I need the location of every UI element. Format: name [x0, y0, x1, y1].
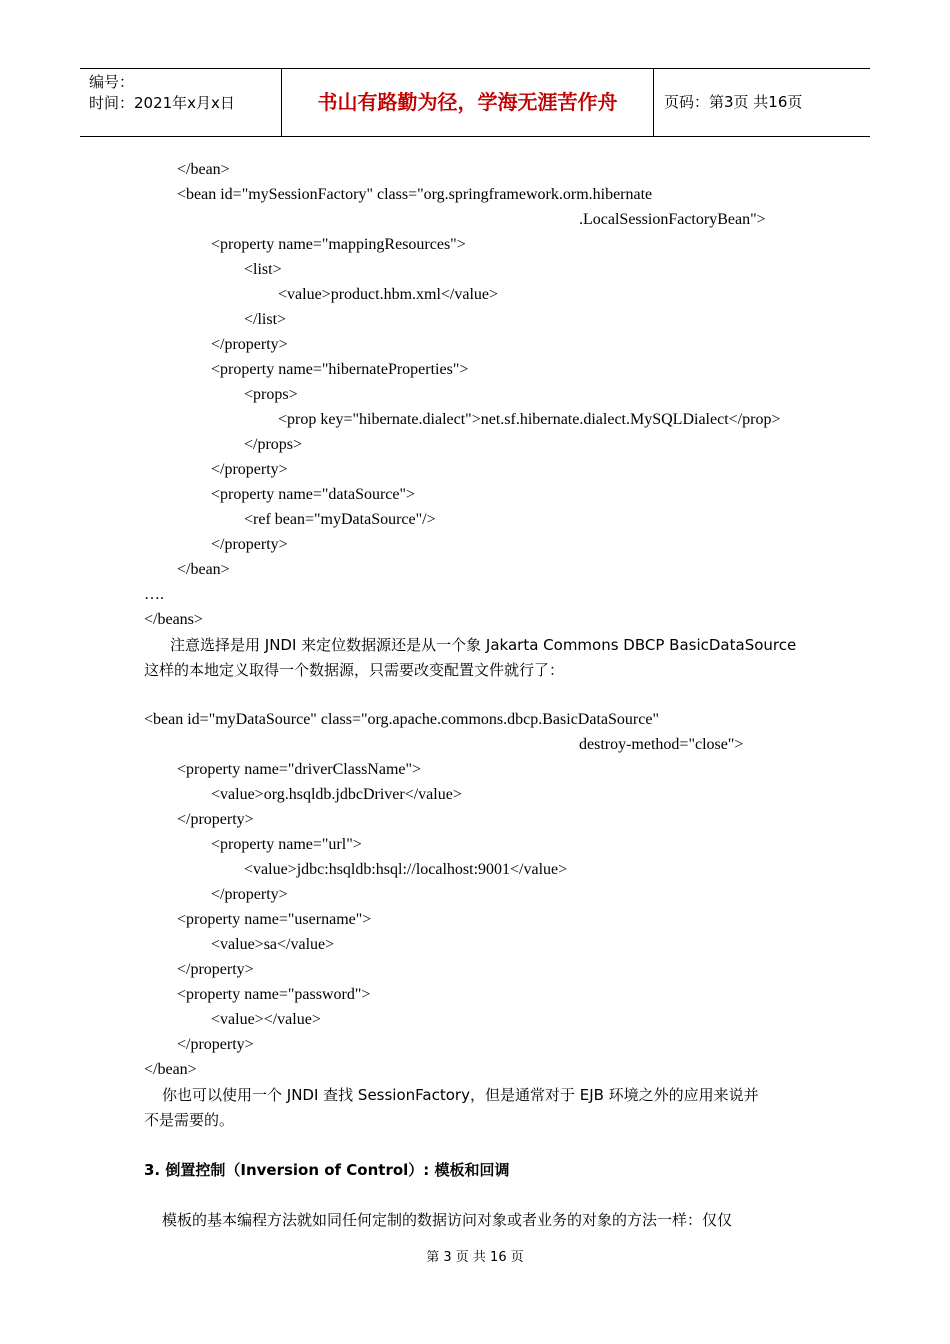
- code-line: </property>: [211, 461, 288, 478]
- code-line: <value>org.hsqldb.jdbcDriver</value>: [211, 786, 462, 803]
- code-line: </bean>: [177, 561, 230, 578]
- paragraph-line: 注意选择是用 JNDI 来定位数据源还是从一个象 Jakarta Commons DBCP BasicDataSource: [170, 636, 797, 654]
- code-line: <property name="username">: [177, 911, 372, 928]
- code-line: <property name="driverClassName">: [177, 761, 422, 778]
- paragraph-line: 模板的基本编程方法就如同任何定制的数据访问对象或者业务的对象的方法一样：仅仅: [162, 1211, 733, 1229]
- code-line: </bean>: [144, 1061, 197, 1078]
- paragraph-line: 不是需要的。: [144, 1111, 235, 1129]
- code-line: </property>: [211, 886, 288, 903]
- code-line: <list>: [244, 261, 282, 278]
- code-line: <props>: [244, 386, 298, 403]
- code-line: </bean>: [177, 161, 230, 178]
- code-line: <property name="password">: [177, 986, 371, 1003]
- paragraph-line: 这样的本地定义取得一个数据源，只需要改变配置文件就行了：: [144, 661, 565, 679]
- paragraph-line: 你也可以使用一个 JNDI 查找 SessionFactory，但是通常对于 EJB 环境之外的应用来说并: [162, 1086, 759, 1104]
- code-line: </property>: [177, 1036, 254, 1053]
- code-line: </property>: [177, 811, 254, 828]
- document-time-label: 时间：2021年x月x日: [89, 94, 235, 112]
- code-line: <ref bean="myDataSource"/>: [244, 511, 436, 528]
- code-line: .LocalSessionFactoryBean">: [579, 211, 766, 228]
- code-line: <value></value>: [211, 1011, 321, 1028]
- code-line: </list>: [244, 311, 287, 328]
- code-line: </property>: [177, 961, 254, 978]
- header-page-indicator: 页码：第3页 共16页: [664, 93, 803, 111]
- code-line: <value>sa</value>: [211, 936, 335, 953]
- code-line: <bean id="myDataSource" class="org.apache.commons.dbcp.BasicDataSource": [144, 711, 659, 728]
- code-line: <property name="mappingResources">: [211, 236, 466, 253]
- code-line: </property>: [211, 536, 288, 553]
- header-motto: 书山有路勤为径，学海无涯苦作舟: [281, 69, 654, 136]
- code-line: </beans>: [144, 611, 203, 628]
- document-number-label: 编号：: [89, 73, 135, 91]
- code-line: <property name="url">: [211, 836, 362, 853]
- page-header: [80, 68, 870, 137]
- code-line: <property name="dataSource">: [211, 486, 416, 503]
- code-line: ….: [144, 586, 164, 603]
- code-line: <value>product.hbm.xml</value>: [278, 286, 499, 303]
- code-line: </property>: [211, 336, 288, 353]
- page-footer: 第 3 页 共 16 页: [426, 1250, 524, 1265]
- code-line: <bean id="mySessionFactory" class="org.springframework.orm.hibernate: [177, 186, 653, 203]
- code-line: <value>jdbc:hsqldb:hsql://localhost:9001</value>: [244, 861, 568, 878]
- section-heading: 3. 倒置控制（Inversion of Control）: 模板和回调: [144, 1161, 510, 1179]
- code-line: </props>: [244, 436, 303, 453]
- code-line: destroy-method="close">: [579, 736, 744, 753]
- code-line: <prop key="hibernate.dialect">net.sf.hibernate.dialect.MySQLDialect</prop>: [278, 411, 781, 428]
- code-line: <property name="hibernateProperties">: [211, 361, 469, 378]
- header-meta: [80, 69, 281, 136]
